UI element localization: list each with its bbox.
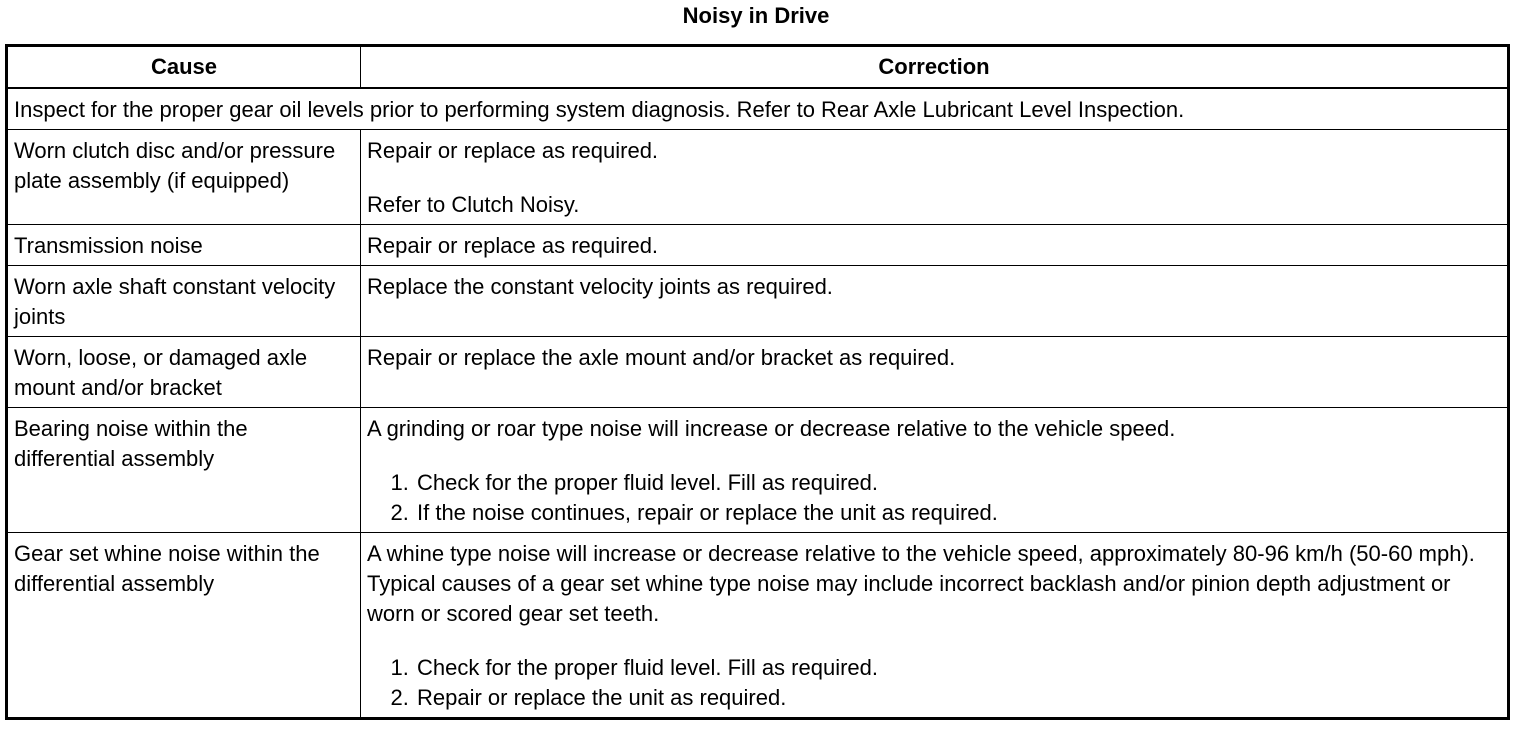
cause-column-header: Cause: [7, 46, 361, 89]
correction-cell: [361, 225, 1509, 266]
correction-cell: [361, 266, 1509, 337]
table-row: [7, 533, 1509, 719]
correction-cell: [361, 408, 1509, 533]
correction-text: Refer to Clutch Noisy.: [367, 192, 580, 217]
correction-steps: [367, 653, 1501, 713]
diagnosis-table: [5, 44, 1510, 720]
cause-cell: Worn axle shaft constant velocity joints: [7, 266, 361, 337]
cause-cell: Transmission noise: [7, 225, 361, 266]
cause-cell: Gear set whine noise within the differential assembly: [7, 533, 361, 719]
correction-text: Repair or replace the axle mount and/or bracket as required.: [367, 345, 956, 370]
table-row: [7, 408, 1509, 533]
table-row: [7, 266, 1509, 337]
table-row: [7, 225, 1509, 266]
correction-text: Replace the constant velocity joints as required.: [367, 274, 833, 299]
step-item: 1. Check for the proper fluid level. Fill as required.: [415, 653, 1501, 683]
correction-text: A grinding or roar type noise will increase or decrease relative to the vehicle speed.: [367, 416, 1176, 441]
cause-cell: Worn clutch disc and/or pressure plate assembly (if equipped): [7, 130, 361, 225]
correction-steps: [367, 468, 1501, 528]
inspection-note: Inspect for the proper gear oil levels prior to performing system diagnosis. Refer to Rear Axle Lubricant Level Inspection.: [7, 88, 1509, 130]
cause-cell: Bearing noise within the differential assembly: [7, 408, 361, 533]
correction-cell: [361, 337, 1509, 408]
correction-text: Repair or replace as required.: [367, 233, 659, 258]
cause-cell: Worn, loose, or damaged axle mount and/or bracket: [7, 337, 361, 408]
page-title: Noisy in Drive: [682, 3, 830, 28]
correction-column-header: Correction: [361, 46, 1509, 89]
note-row: [7, 88, 1509, 130]
correction-cell: [361, 533, 1509, 719]
correction-cell: [361, 130, 1509, 225]
table-row: [7, 130, 1509, 225]
step-item: 1. Check for the proper fluid level. Fill as required.: [415, 468, 1501, 498]
correction-text: Repair or replace as required.: [367, 138, 659, 163]
step-item: 2. Repair or replace the unit as required.: [415, 683, 1501, 713]
correction-text: A whine type noise will increase or decrease relative to the vehicle speed, approximately 80-96 km/h (50-60 mph). Typical causes of a gear set whine type noise may include incorrect backlash and/or pinion depth adjustment or worn or scored gear set teeth.: [367, 541, 1475, 626]
step-item: 2. If the noise continues, repair or replace the unit as required.: [415, 498, 1501, 528]
header-row: [7, 46, 1509, 89]
table-row: [7, 337, 1509, 408]
